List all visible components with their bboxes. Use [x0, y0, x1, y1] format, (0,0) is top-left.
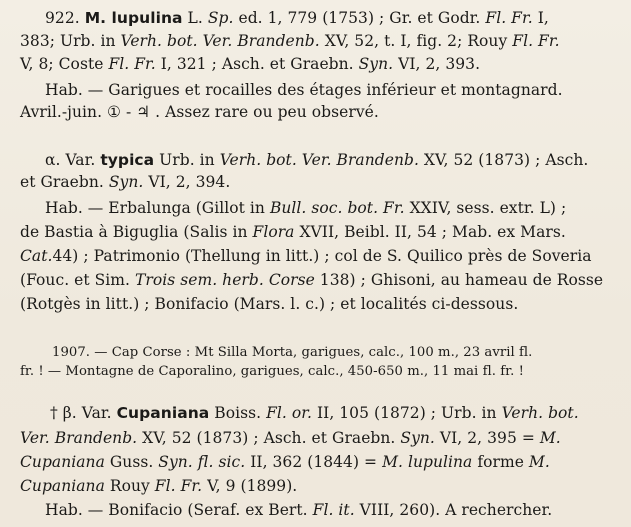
reference-text: XV, 52, t. I, fig. 2; Rouy	[324, 32, 508, 50]
reference-title: Ver. Brandenb.	[20, 429, 138, 447]
reference-title: Fl. Fr.	[485, 9, 533, 27]
entry-line-2	[20, 31, 560, 51]
variety-line-2	[20, 172, 230, 192]
reference-title: Bull. soc. bot. Fr.	[269, 199, 405, 217]
reference-title: Syn.	[400, 429, 435, 447]
observation-line-1: 1907. — Cap Corse : Mt Silla Morta, garigues, calc., 100 m., 23 avril fl.	[52, 345, 533, 360]
variety-line-4	[20, 476, 297, 496]
reference-text: XV, 52 (1873) ; Asch. et Graebn.	[142, 429, 396, 447]
reference-text: Urb. in	[159, 151, 215, 169]
reference-text: XV, 52 (1873) ; Asch.	[423, 151, 589, 169]
reference-title: Fl. Fr.	[108, 55, 156, 73]
habitat-text: 44) ; Patrimonio (Thellung in litt.) ; col de S. Quilico près de Soveria	[52, 247, 592, 265]
habitat-text: (Fouc. et Sim.	[20, 271, 131, 289]
reference-title: Cat.	[20, 247, 53, 265]
reference-text: Rouy	[109, 477, 150, 495]
reference-text: Boiss.	[214, 404, 262, 422]
variety-line-2	[20, 428, 561, 448]
variety-prefix: α. Var.	[45, 151, 96, 169]
variety-heading-line	[50, 403, 579, 423]
reference-title: Trois sem. herb. Corse	[135, 271, 315, 289]
reference-title: M.	[528, 453, 550, 471]
variety-prefix: † β. Var.	[50, 404, 112, 422]
reference-text: V, 8; Coste	[20, 55, 104, 73]
reference-text: forme	[477, 453, 524, 471]
entry-line-3	[20, 54, 480, 74]
variety-heading-line	[45, 150, 588, 170]
reference-title: Syn. fl. sic.	[158, 453, 246, 471]
reference-text: I, 321 ; Asch. et Graebn.	[160, 55, 354, 73]
reference-text: Guss.	[109, 453, 154, 471]
reference-title: Fl. Fr.	[512, 32, 560, 50]
habitat-text: XVII, Beibl. II, 54 ; Mab. ex Mars.	[299, 223, 566, 241]
reference-text: VI, 2, 394.	[148, 173, 231, 191]
habitat-text: 138) ; Ghisoni, au hameau de Rosse	[319, 271, 604, 289]
habitat-line-1	[45, 198, 566, 218]
variety-line-3	[20, 452, 550, 472]
reference-title: Syn.	[108, 173, 144, 191]
entry-number: 922.	[45, 9, 80, 27]
habitat-text: de Bastia à Biguglia (Salis in	[20, 223, 248, 241]
habitat-line-1: Hab. — Garigues et rocailles des étages inférieur et montagnard.	[45, 81, 563, 99]
variety-name: typica	[100, 151, 155, 169]
habitat-text: VIII, 260). A rechercher.	[359, 501, 553, 519]
habitat-line-5: (Rotgès in litt.) ; Bonifacio (Mars. l. c.) ; et localités ci-dessous.	[20, 295, 519, 313]
observation-line-2: fr. ! — Montagne de Caporalino, garigues, calc., 450-650 m., 11 mai fl. fr. !	[20, 364, 524, 379]
reference-text: et Graebn.	[20, 173, 104, 191]
habitat-line-2	[20, 222, 566, 242]
habitat-text: Hab. — Bonifacio (Seraf. ex Bert.	[45, 501, 308, 519]
habitat-text: Hab. — Erbalunga (Gillot in	[45, 199, 265, 217]
reference-title: Syn.	[358, 55, 394, 73]
reference-title: Sp.	[207, 9, 234, 27]
reference-text: VI, 2, 393.	[398, 55, 481, 73]
author-text: L.	[187, 9, 203, 27]
habitat-text: XXIV, sess. extr. L) ;	[409, 199, 567, 217]
species-name: M. lupulina	[84, 9, 183, 27]
reference-title: Cupaniana	[20, 453, 105, 471]
reference-title: Flora	[252, 223, 295, 241]
reference-title: Verh. bot.	[501, 404, 579, 422]
reference-text: 383; Urb. in	[20, 32, 116, 50]
reference-title: Verh. bot. Ver. Brandenb.	[120, 32, 320, 50]
reference-text: II, 362 (1844) =	[250, 453, 378, 471]
variety-name: Cupaniana	[116, 404, 210, 422]
reference-title: M. lupulina	[382, 453, 473, 471]
habitat-line	[45, 500, 552, 520]
reference-text: II, 105 (1872) ; Urb. in	[316, 404, 497, 422]
habitat-line-3	[20, 246, 592, 266]
reference-text: V, 9 (1899).	[207, 477, 298, 495]
reference-title: Cupaniana	[20, 477, 105, 495]
reference-title: Fl. Fr.	[154, 477, 203, 495]
habitat-line-2: Avril.-juin. ① - ♃ . Assez rare ou peu observé.	[20, 103, 379, 121]
reference-title: M.	[539, 429, 561, 447]
reference-title: Fl. or.	[266, 404, 312, 422]
reference-text: VI, 2, 395 =	[439, 429, 535, 447]
entry-heading-line	[45, 8, 549, 28]
reference-text: I,	[537, 9, 549, 27]
reference-title: Verh. bot. Ver. Brandenb.	[219, 151, 419, 169]
reference-text: ed. 1, 779 (1753) ; Gr. et Godr.	[238, 9, 481, 27]
reference-title: Fl. it.	[312, 501, 355, 519]
habitat-line-4	[20, 270, 603, 290]
